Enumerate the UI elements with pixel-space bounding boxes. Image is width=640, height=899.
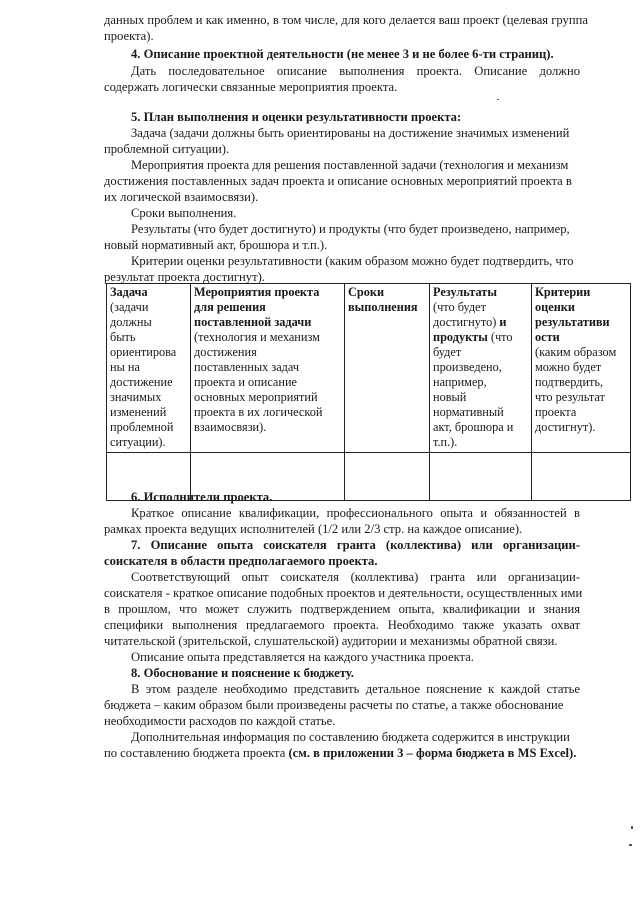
section-5-criteria-line-2: результат проекта достигнут). [104,270,265,284]
table-criteria-heading: Критерии оценки результативи ости [535,285,610,344]
table-cell-results [430,284,532,453]
section-5-task-line-2: проблемной ситуации). [104,142,230,156]
scan-speck [497,99,499,100]
section-4-heading: 4. Описание проектной деятельности (не менее 3 и не более 6-ти страниц). [131,47,554,61]
plan-table [106,283,631,501]
table-results-and: и [496,315,507,329]
section-7-line-4: специфики выполнения предлагаемого проекта. Необходимо также указать охват [104,618,580,632]
section-6-line-1: Краткое описание квалификации, профессионального опыта и обязанностей в [131,506,580,520]
section-8-line-3: необходимости расходов по каждой статье. [104,714,336,728]
table-cell-criteria [532,284,631,453]
section-5-criteria-line-1: Критерии оценки результативности (каким образом можно будет подтвердить, что [131,254,574,268]
section-6-heading: 6. Исполнители проекта. [131,490,273,504]
section-7-line-3: в прошлом, что может служить подтверждением опыта, квалификации и знания [104,602,580,616]
section-5-deadlines: Сроки выполнения. [131,206,237,220]
section-8-line-1: В этом разделе необходимо представить детальное пояснение к каждой статье [131,682,580,696]
section-7-line-1: Соответствующий опыт соискателя (коллектива) гранта или организации- [131,570,580,584]
table-cell-task [107,284,191,453]
section-4-paragraph-line-1: Дать последовательное описание выполнения проекта. Описание должно [131,64,580,78]
section-8-line-2: бюджета – каким образом были произведены расчеты по статье, а также обоснование [104,698,564,712]
section-5-heading: 5. План выполнения и оценки результативности проекта: [131,110,462,124]
section-5-task-line-1: Задача (задачи должны быть ориентированы на достижение значимых изменений [131,126,570,140]
intro-line-2: проекта). [104,29,154,43]
table-activities-description: (технология и механизм достижения поставленных задач проекта и описание основных мероприятий проекта в их логической взаимосвязи). [194,330,323,434]
section-7-line-5: читательской (зрительской, слушательской) аудитории и механизмы обратной связи. [104,634,558,648]
plan-table-header-row [107,284,631,453]
section-5-activities-line-3: их логической взаимосвязи). [104,190,259,204]
table-results-heading: Результаты [433,285,497,299]
table-empty-cell [345,453,430,501]
table-task-description: (задачи должны быть ориентирова ны на достижение значимых изменений проблемной ситуации). [110,300,177,449]
table-deadlines-heading: Сроки выполнения [348,285,418,314]
section-8-line-4: Дополнительная информация по составлению бюджета содержится в инструкции [131,730,570,744]
section-7-line-2: соискателя - краткое описание подобных проектов и деятельности, осуществленных ими [104,586,583,600]
intro-line-1: данных проблем и как именно, в том числе, для кого делается ваш проект (целевая группа [104,13,588,27]
scan-speck [629,844,632,846]
table-empty-cell [532,453,631,501]
section-4-paragraph-line-2: содержать логически связанные мероприятия проекта. [104,80,398,94]
section-7-line-6: Описание опыта представляется на каждого участника проекта. [131,650,474,664]
table-cell-activities [191,284,345,453]
section-7-heading-line-1: 7. Описание опыта соискателя гранта (коллектива) или организации- [131,538,580,552]
table-empty-cell [430,453,532,501]
section-6-line-2: рамках проекта ведущих исполнителей (1/2 или 2/3 стр. на каждое описание). [104,522,523,536]
section-5-activities-line-1: Мероприятия проекта для решения поставленной задачи (технология и механизм [131,158,569,172]
section-8-line-5-plain: по составлению бюджета проекта [104,746,289,760]
section-5-results-line-2: новый нормативный акт, брошюра и т.п.). [104,238,328,252]
table-products-heading: продукты [433,330,488,344]
table-activities-heading: Мероприятия проекта для решения поставленной задачи [194,285,320,329]
section-5-activities-line-2: достижения поставленных задач проекта и описание основных мероприятий проекта в [104,174,572,188]
table-cell-deadlines [345,284,430,453]
table-criteria-description: (каким образом можно будет подтвердить, что результат проекта достигнут). [535,345,617,434]
section-8-heading: 8. Обоснование и пояснение к бюджету. [131,666,354,680]
section-7-heading-line-2: соискателя в области предполагаемого проекта. [104,554,378,568]
table-results-description: (что будет достигнуто) [433,300,497,329]
section-5-results-line-1: Результаты (что будет достигнуто) и продукты (что будет произведено, например, [131,222,570,236]
scan-speck [631,826,633,829]
table-products-description: (что будет произведено, например, новый нормативный акт, брошюра и т.п.). [433,330,514,449]
table-task-heading: Задача [110,285,148,299]
section-8-line-5-bold: (см. в приложении 3 – форма бюджета в MS Excel). [288,746,577,760]
section-8-line-5 [104,746,576,761]
